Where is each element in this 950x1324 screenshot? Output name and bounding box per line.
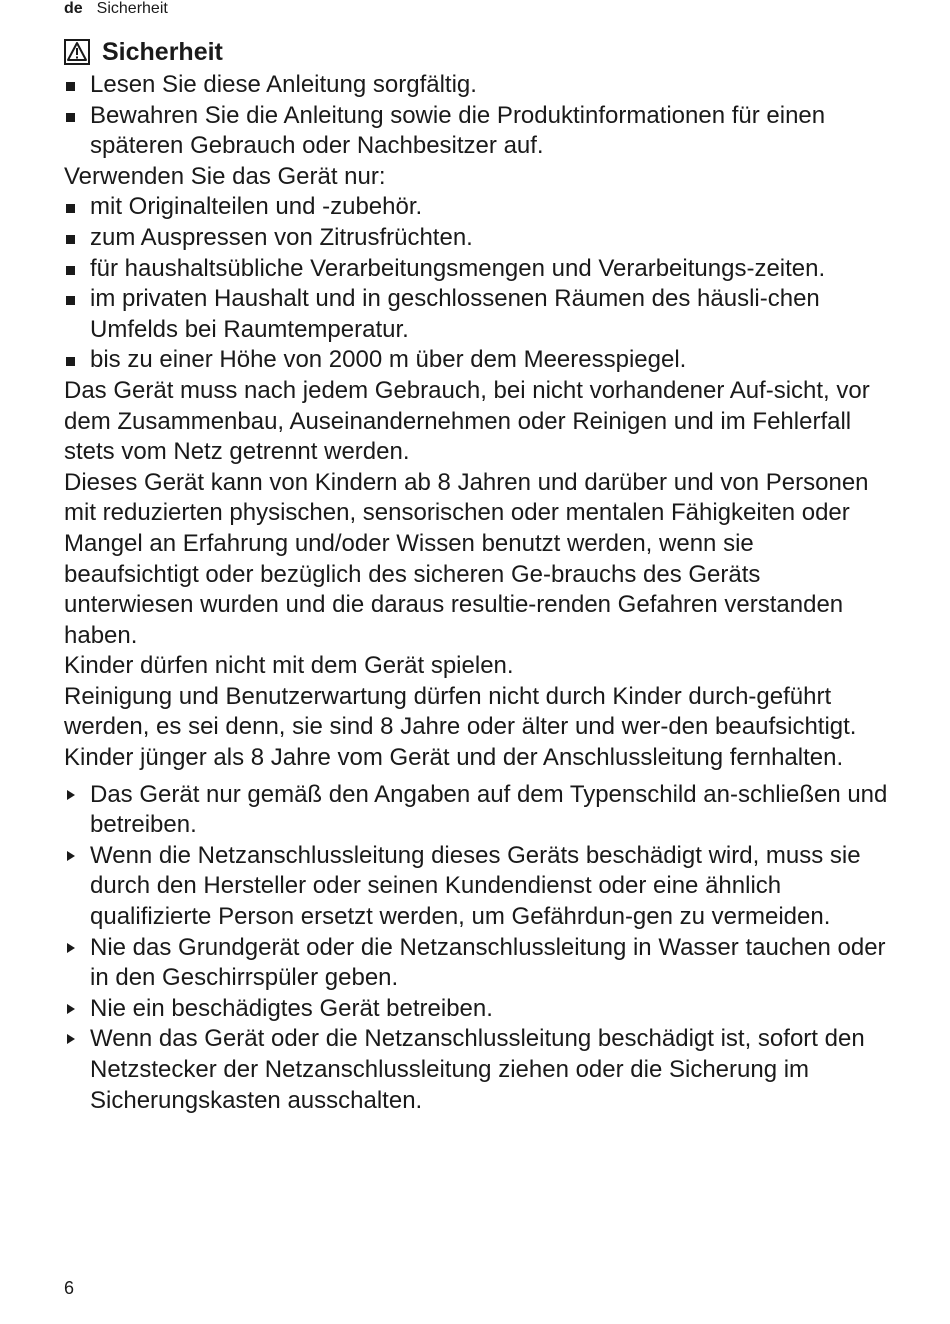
paragraph-disconnect: Das Gerät muss nach jedem Gebrauch, bei nicht vorhandener Auf-sicht, vor dem Zusammenbau, Auseinandernehmen oder Reinigen und im Fehlerfall stets vom Netz getrennt werden. — [64, 376, 870, 466]
use-list — [64, 192, 894, 376]
list-item: Lesen Sie diese Anleitung sorgfältig. — [64, 70, 894, 101]
action-item: Nie ein beschädigtes Gerät betreiben. — [64, 994, 894, 1025]
section-title — [64, 36, 894, 68]
section-title-text: Sicherheit — [102, 38, 223, 66]
action-item: Wenn die Netzanschlussleitung dieses Geräts beschädigt wird, muss sie durch den Hersteller oder seinen Kundendienst oder eine ähnlich qualifizierte Person ersetzt werden, um Gefährdun-gen zu vermeiden. — [64, 841, 894, 933]
language-code: de — [64, 0, 83, 17]
action-item: Nie das Grundgerät oder die Netzanschlussleitung in Wasser tauchen oder in den Geschirrspüler geben. — [64, 933, 894, 994]
page-header — [64, 0, 168, 20]
paragraph-children-use: Dieses Gerät kann von Kindern ab 8 Jahren und darüber und von Personen mit reduzierten physischen, sensorischen oder mentalen Fähigkeiten oder Mangel an Erfahrung und/oder Wissen benutzt werden, wenn sie beaufsichtigt oder bezüglich des sicheren Ge-brauchs des Geräts unterwiesen wurden und die daraus resultie-renden Gefahren verstanden haben. — [64, 468, 869, 649]
intro-list — [64, 70, 894, 162]
warning-triangle-icon — [64, 39, 90, 65]
page-number: 6 — [64, 1278, 75, 1298]
list-item: zum Auspressen von Zitrusfrüchten. — [64, 223, 894, 254]
action-list — [64, 780, 894, 1117]
list-item: bis zu einer Höhe von 2000 m über dem Meeresspiegel. — [64, 345, 894, 376]
list-item: im privaten Haushalt und in geschlossenen Räumen des häusli-chen Umfelds bei Raumtemperatur. — [64, 284, 894, 345]
list-item: mit Originalteilen und -zubehör. — [64, 192, 894, 223]
action-item: Das Gerät nur gemäß den Angaben auf dem Typenschild an-schließen und betreiben. — [64, 780, 894, 841]
paragraph-no-play: Kinder dürfen nicht mit dem Gerät spielen. — [64, 652, 514, 680]
safety-section — [64, 36, 894, 1116]
action-item: Wenn das Gerät oder die Netzanschlussleitung beschädigt ist, sofort den Netzstecker der Netzanschlussleitung ziehen oder die Sicherung im Sicherungskasten ausschalten. — [64, 1024, 894, 1116]
list-item: für haushaltsübliche Verarbeitungsmengen und Verarbeitungs-zeiten. — [64, 254, 894, 285]
section-name: Sicherheit — [96, 0, 168, 17]
list-item: Bewahren Sie die Anleitung sowie die Produktinformationen für einen späteren Gebrauch oder Nachbesitzer auf. — [64, 101, 894, 162]
paragraph-keep-away: Kinder jünger als 8 Jahre vom Gerät und der Anschlussleitung fernhalten. — [64, 744, 844, 772]
use-heading: Verwenden Sie das Gerät nur: — [64, 162, 386, 190]
paragraph-cleaning: Reinigung und Benutzerwartung dürfen nicht durch Kinder durch-geführt werden, es sei denn, sie sind 8 Jahre oder älter und wer-den beaufsichtigt. — [64, 682, 857, 741]
